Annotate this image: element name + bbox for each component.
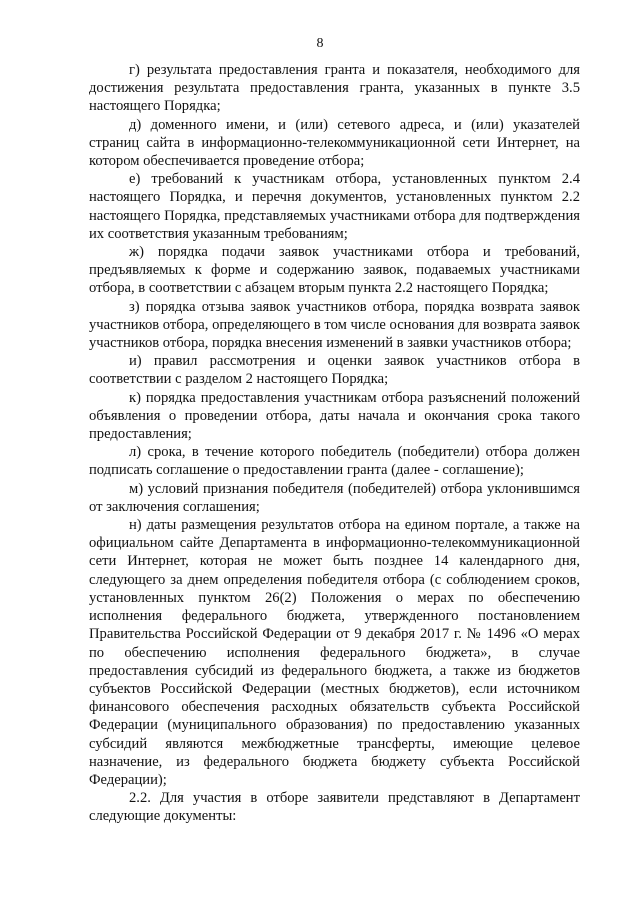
paragraph-item-n: н) даты размещения результатов отбора на едином портале, а также на официальном сайте Департамента в информационно-телекоммуникационной сети Интернет, которая не может быть позднее 14 календарного дня, следующего за днем определения победителя отбора (с соблюдением сроков, установленных пунктом 26(2) Положения о мерах по обеспечению исполнения федерального бюджета, утвержденного постановлением Правительства Российской Федерации от 9 декабря 2017 г. № 1496 «О мерах по обеспечению исполнения федерального бюджета», в случае предоставления субсидий из федерального бюджета, а также из бюджетов субъектов Российской Федерации (местных бюджетов), если источником финансового обеспечения расходных обязательств субъекта Российской Федерации (муниципального образования) по предоставлению указанных субсидий являются межбюджетные трансферты, имеющие целевое назначение, из федерального бюджета бюджету субъекта Российской Федерации); [89, 517, 580, 788]
paragraph-item-k: к) порядка предоставления участникам отбора разъяснений положений объявления о проведении отбора, даты начала и окончания срока такого предоставления; [89, 389, 580, 443]
paragraph-item-d: д) доменного имени, и (или) сетевого адреса, и (или) указателей страниц сайта в информационно-телекоммуникационной сети Интернет, на котором обеспечивается проведение отбора; [89, 116, 580, 170]
paragraph-item-g: г) результата предоставления гранта и показателя, необходимого для достижения результата предоставления гранта, указанных в пункте 3.5 настоящего Порядка; [89, 62, 580, 115]
paragraph-section-2-2: 2.2. Для участия в отборе заявители представляют в Департамент следующие документы: [89, 790, 580, 825]
page-number: 8 [316, 36, 324, 51]
document-body [89, 61, 580, 826]
paragraph-item-e: е) требований к участникам отбора, установленных пунктом 2.4 настоящего Порядка, и перечня документов, установленных пунктом 2.2 настоящего Порядка, представляемых участниками отбора для подтверждения их соответствия указанным требованиям; [89, 171, 580, 242]
paragraph-item-m: м) условий признания победителя (победителей) отбора уклонившимся от заключения соглашения; [89, 480, 580, 515]
paragraph-item-i: и) правил рассмотрения и оценки заявок участников отбора в соответствии с разделом 2 настоящего Порядка; [89, 353, 580, 388]
paragraph-item-zh: ж) порядка подачи заявок участниками отбора и требований, предъявляемых к форме и содержанию заявок, подаваемых участниками отбора, в соответствии с абзацем вторым пункта 2.2 настоящего Порядка; [89, 244, 580, 297]
paragraph-item-l: л) срока, в течение которого победитель (победители) отбора должен подписать соглашение о предоставлении гранта (далее - соглашение); [89, 444, 580, 479]
paragraph-item-z: з) порядка отзыва заявок участников отбора, порядка возврата заявок участников отбора, определяющего в том числе основания для возврата заявок участников отбора, порядка внесения изменений в заявки участников отбора; [89, 298, 580, 352]
